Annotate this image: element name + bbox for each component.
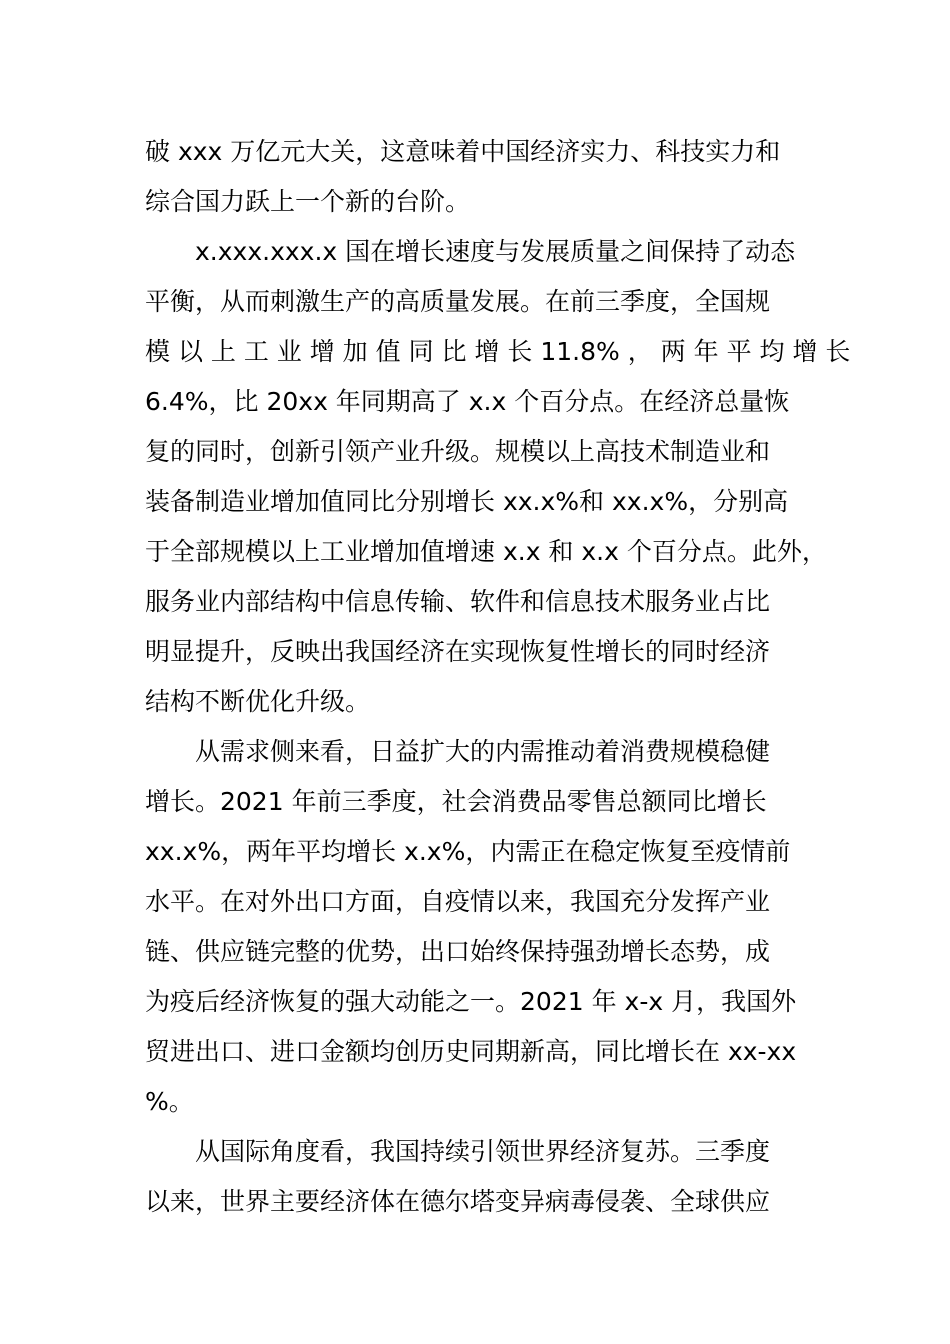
text-line: 增长。2021 年前三季度，社会消费品零售总额同比增长 — [145, 787, 767, 816]
text-line: xx.x%，两年平均增长 x.x%，内需正在稳定恢复至疫情前 — [145, 837, 791, 866]
text-line: %。 — [145, 1087, 194, 1116]
text-line: 平衡，从而刺激生产的高质量发展。在前三季度，全国规 — [145, 287, 771, 316]
text-line: 破 xxx 万亿元大关，这意味着中国经济实力、科技实力和 — [145, 137, 781, 166]
paragraph-start-line: x.xxx.xxx.x 国在增长速度与发展质量之间保持了动态 — [195, 237, 796, 266]
paragraph-start-line: 从需求侧来看，日益扩大的内需推动着消费规模稳健 — [195, 737, 771, 766]
text-line: 水平。在对外出口方面，自疫情以来，我国充分发挥产业 — [145, 887, 771, 916]
document-body — [145, 127, 851, 1227]
text-line: 综合国力跃上一个新的台阶。 — [145, 187, 471, 216]
text-line: 装备制造业增加值同比分别增长 xx.x%和 xx.x%，分别高 — [145, 487, 789, 516]
text-line: 模 以 上 工 业 增 加 值 同 比 增 长 11.8% ， 两 年 平 均 增 长 — [145, 337, 851, 366]
text-line: 明显提升，反映出我国经济在实现恢复性增长的同时经济 — [145, 637, 771, 666]
text-line: 结构不断优化升级。 — [145, 687, 371, 716]
text-line: 复的同时，创新引领产业升级。规模以上高技术制造业和 — [145, 437, 771, 466]
text-line: 以来，世界主要经济体在德尔塔变异病毒侵袭、全球供应 — [145, 1187, 771, 1216]
text-line: 于全部规模以上工业增加值增速 x.x 和 x.x 个百分点。此外， — [145, 537, 827, 566]
text-line: 贸进出口、进口金额均创历史同期新高，同比增长在 xx-xx — [145, 1037, 797, 1066]
text-line: 为疫后经济恢复的强大动能之一。2021 年 x-x 月，我国外 — [145, 987, 797, 1016]
text-line: 链、供应链完整的优势，出口始终保持强劲增长态势，成 — [145, 937, 771, 966]
text-line: 6.4%，比 20xx 年同期高了 x.x 个百分点。在经济总量恢 — [145, 387, 790, 416]
text-line: 服务业内部结构中信息传输、软件和信息技术服务业占比 — [145, 587, 771, 616]
paragraph-start-line: 从国际角度看，我国持续引领世界经济复苏。三季度 — [195, 1137, 771, 1166]
